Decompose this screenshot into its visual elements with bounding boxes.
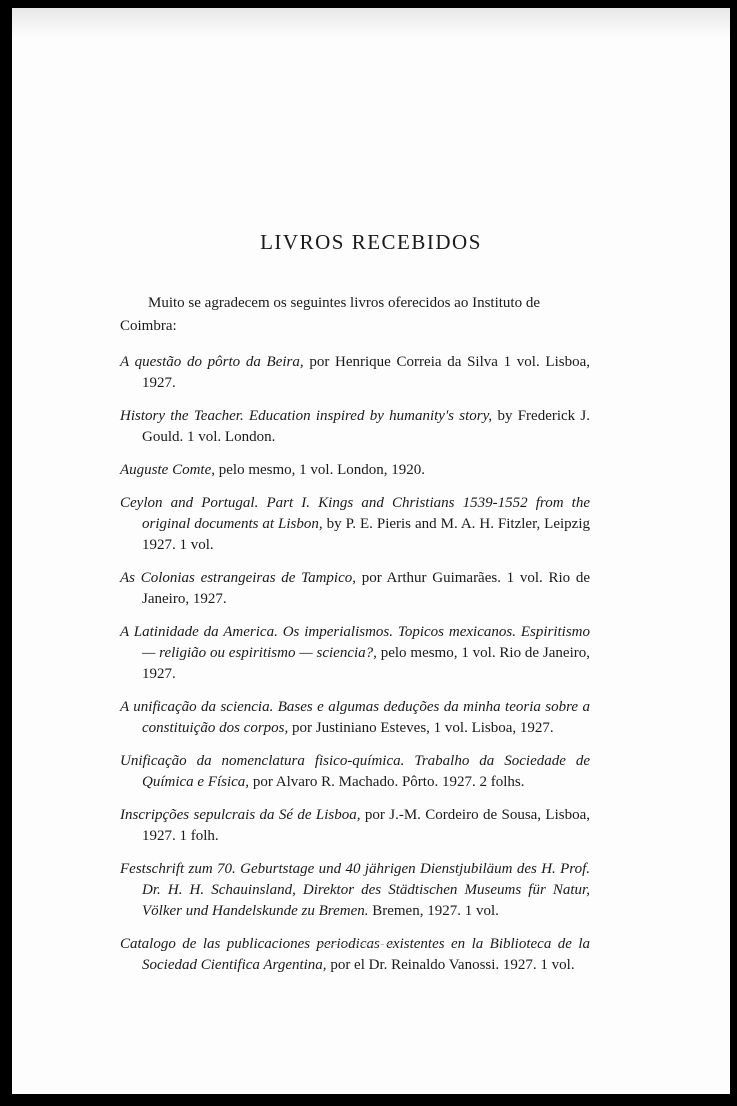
end-divider: [320, 944, 394, 945]
book-details: by P. E. Pieris and M. A. H. Fitzler, Leipzig 1927. 1 vol.: [142, 516, 590, 553]
book-details: Bremen, 1927. 1 vol.: [368, 903, 499, 919]
book-entry: [120, 805, 590, 847]
book-title: Catalogo de las publicaciones periodicas existentes en la Biblioteca de la Sociedad Cientifica Argentina,: [120, 936, 590, 973]
book-entry: [120, 493, 590, 556]
book-details: por Arthur Guimarães. 1 vol. Rio de Janeiro, 1927.: [142, 570, 590, 607]
book-details: por Justiniano Esteves, 1 vol. Lisboa, 1927.: [288, 720, 554, 736]
book-entry: [120, 568, 590, 610]
book-details: por J.-M. Cordeiro de Sousa, Lisboa, 1927. 1 folh.: [142, 807, 590, 844]
book-entry: [120, 697, 590, 739]
book-title: A unificação da sciencia. Bases e algumas deduções da minha teoria sobre a constituição dos corpos,: [120, 699, 590, 736]
book-title: A Latinidade da America. Os imperialismos. Topicos mexicanos. Espiritismo — religião ou espiritismo — sciencia?,: [120, 624, 590, 661]
book-entry: [120, 406, 590, 448]
book-entry: [120, 751, 590, 793]
book-details: por el Dr. Reinaldo Vanossi. 1927. 1 vol.: [326, 957, 575, 973]
book-entry: [120, 460, 590, 481]
book-details: pelo mesmo, 1 vol. London, 1920.: [215, 462, 425, 478]
book-details: por Henrique Correia da Silva 1 vol. Lisboa, 1927.: [142, 354, 590, 391]
intro-paragraph: Muito se agradecem os seguintes livros oferecidos ao Instituto de Coimbra:: [120, 295, 540, 334]
book-title: Ceylon and Portugal. Part I. Kings and Christians 1539-1552 from the original documents at Lisbon,: [120, 495, 590, 532]
book-entry: [120, 352, 590, 394]
document-page: [12, 8, 730, 1094]
page-title: LIVROS RECEBIDOS: [260, 230, 482, 254]
book-title: History the Teacher. Education inspired by humanity's story,: [120, 408, 493, 424]
book-details: by Frederick J. Gould. 1 vol. London.: [142, 408, 591, 445]
book-title: Unificação da nomenclatura fisico-química. Trabalho da Sociedade de Química e Física,: [120, 753, 590, 790]
book-details: por Alvaro R. Machado. Pôrto. 1927. 2 folhs.: [249, 774, 525, 790]
book-title: As Colonias estrangeiras de Tampico,: [120, 570, 356, 586]
book-entry: [120, 622, 590, 685]
book-list: [120, 352, 590, 988]
book-entry: [120, 859, 590, 922]
book-title: A questão do pôrto da Beira,: [120, 354, 304, 370]
book-details: pelo mesmo, 1 vol. Rio de Janeiro, 1927.: [142, 645, 590, 682]
book-title: Auguste Comte,: [120, 462, 215, 478]
book-title: Inscripções sepulcrais da Sé de Lisboa,: [120, 807, 361, 823]
book-title: Festschrift zum 70. Geburtstage und 40 jährigen Dienstjubiläum des H. Prof. Dr. H. H. Schauinsland, Direktor des Städtischen Museums für Natur, Völker und Handelskunde zu Bremen.: [120, 861, 590, 919]
book-entry: [120, 934, 590, 976]
